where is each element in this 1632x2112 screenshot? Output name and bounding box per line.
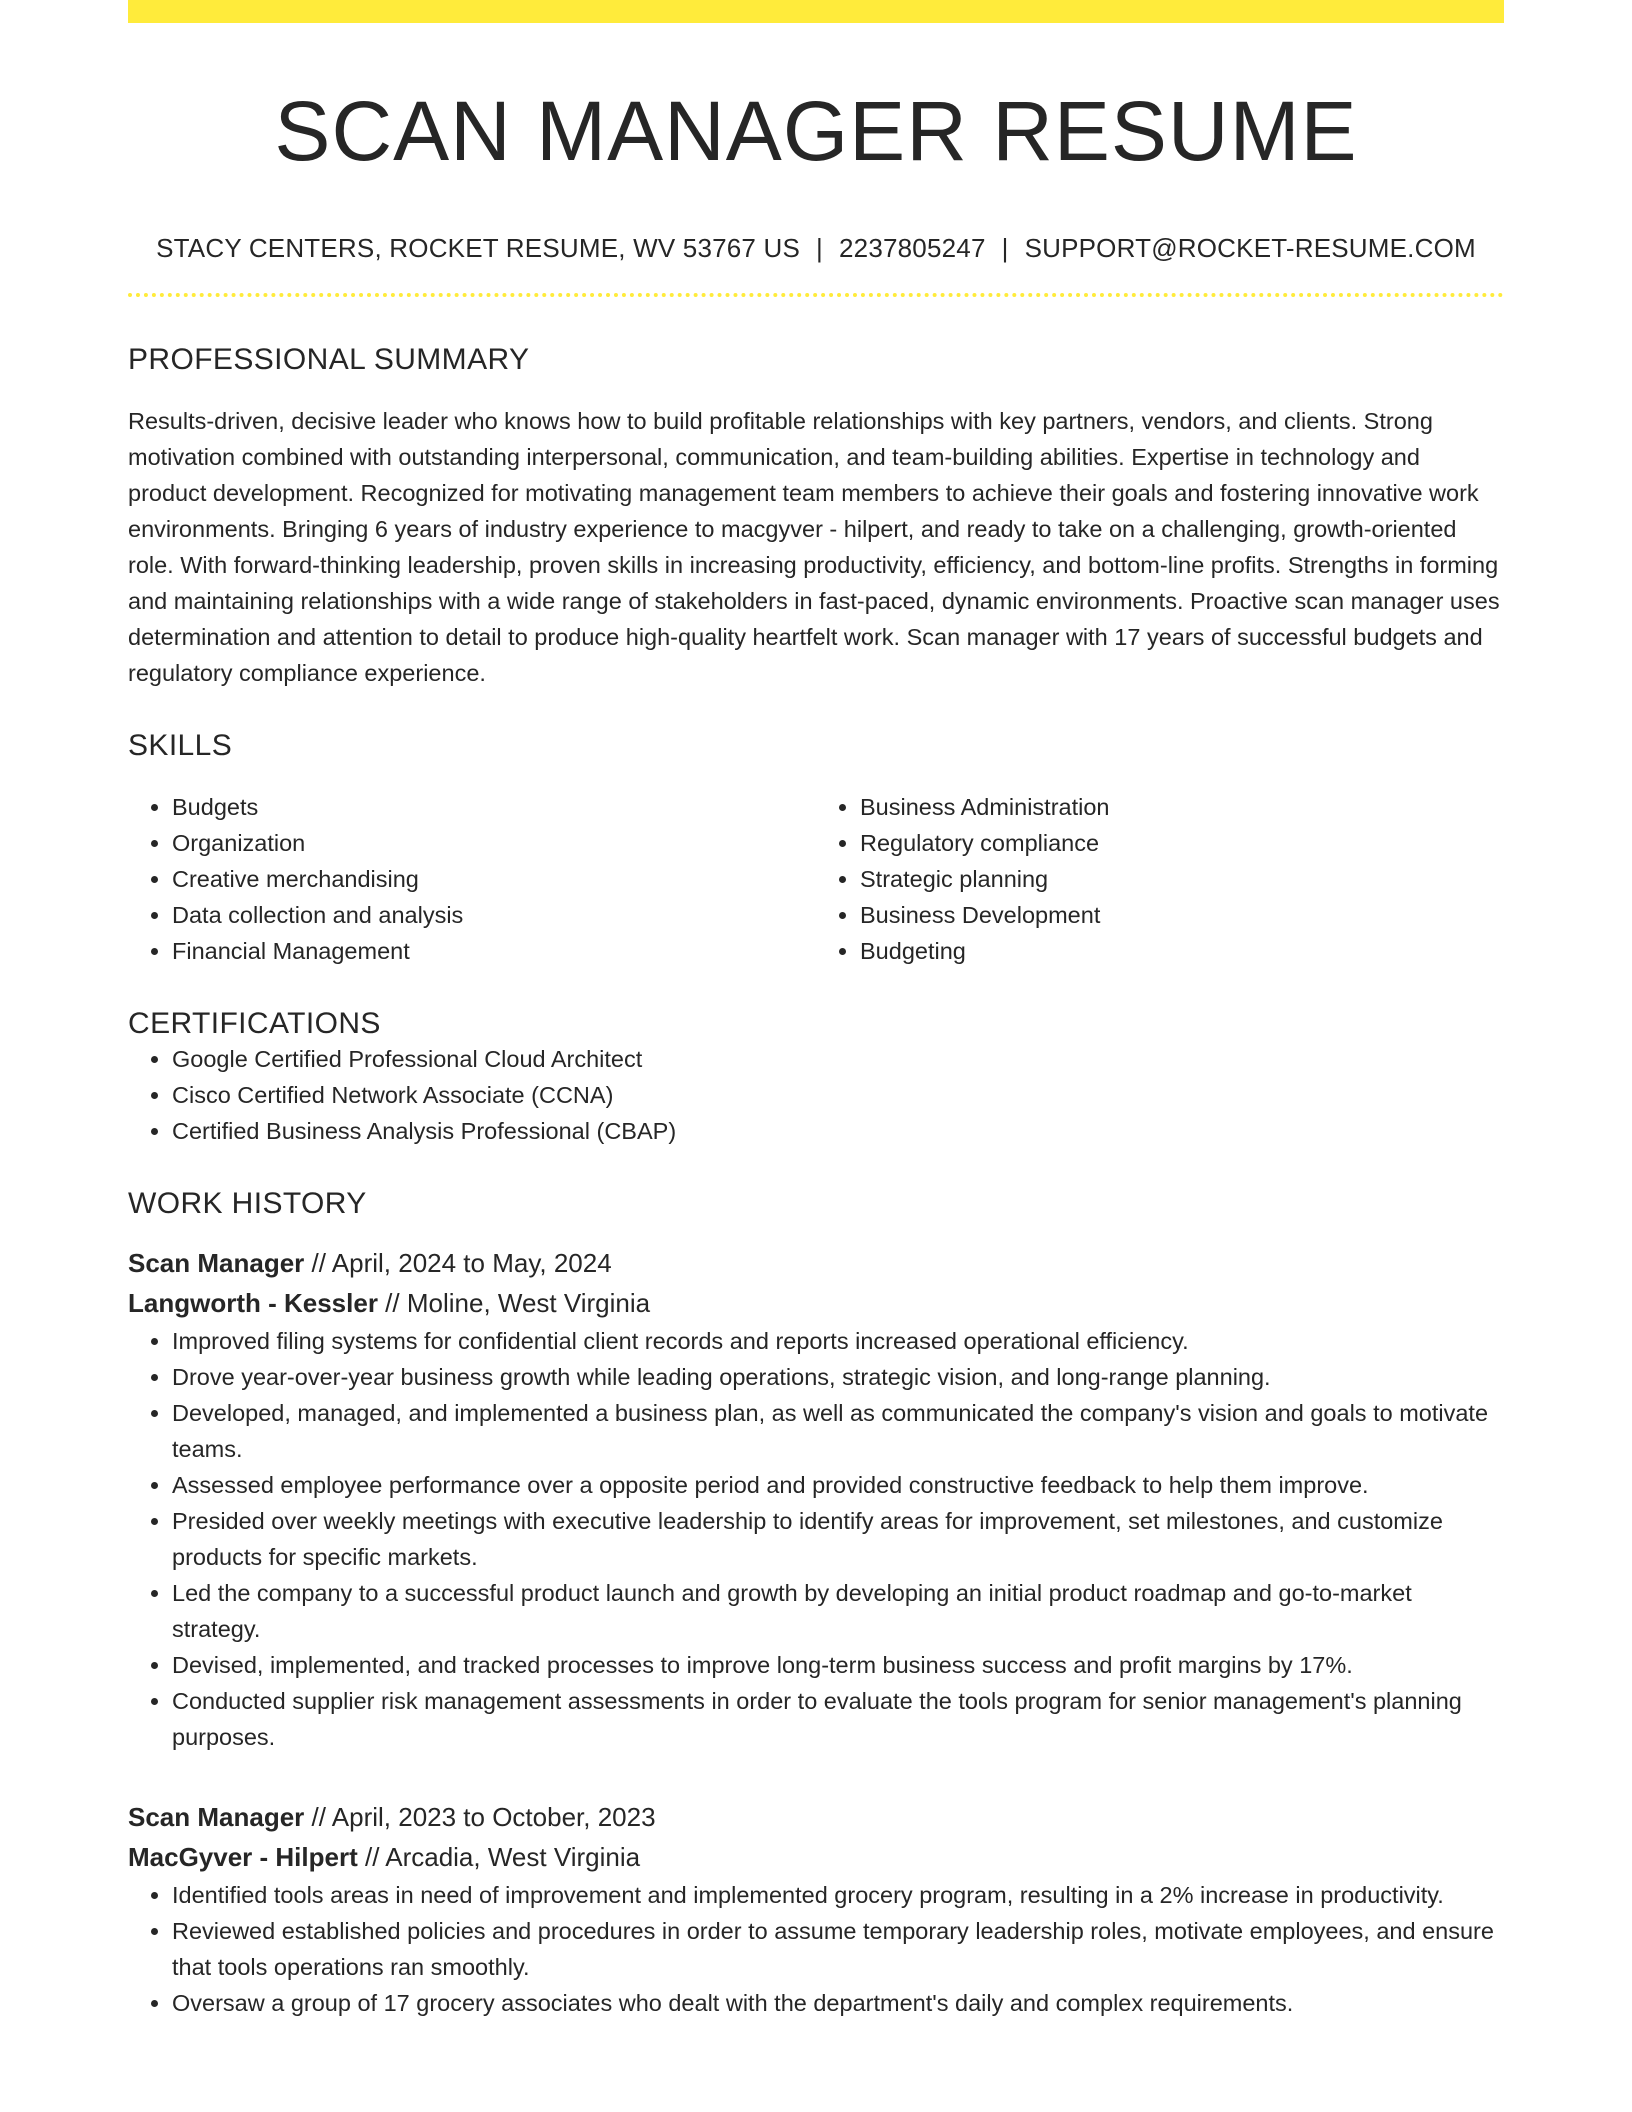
certification-item: • Certified Business Analysis Professional (CBAP)	[172, 1113, 1504, 1149]
job-location: Moline, West Virginia	[406, 1287, 651, 1318]
certification-item: • Cisco Certified Network Associate (CCNA)	[172, 1077, 1504, 1113]
job-bullet: • Led the company to a successful product launch and growth by developing an initial product roadmap and go-to-market strategy.	[172, 1575, 1504, 1647]
contact-separator: |	[1001, 233, 1009, 264]
job-bullet: • Improved filing systems for confidential client records and reports increased operational efficiency.	[172, 1323, 1504, 1359]
skill-item: • Business Development	[860, 897, 1504, 933]
summary-text: Results-driven, decisive leader who knows how to build profitable relationships with key partners, vendors, and clients. Strong motivation combined with outstanding interpersonal, communication, and team-building abilities. Expertise in technology and product development. Recognized for motivating management team members to achieve their goals and fostering innovative work environments. Bringing 6 years of industry experience to macgyver - hilpert, and ready to take on a challenging, growth-oriented role. With forward-thinking leadership, proven skills in increasing productivity, efficiency, and bottom-line profits. Strengths in forming and maintaining relationships with a wide range of stakeholders in fast-paced, dynamic environments. Proactive scan manager uses determination and attention to detail to produce high-quality heartfelt work. Scan manager with 17 years of successful budgets and regulatory compliance experience.	[128, 407, 1500, 686]
job-company-line	[128, 1837, 1504, 1877]
skills-list-right	[816, 789, 1504, 969]
job-role-line	[128, 1797, 1504, 1837]
job-bullet: • Identified tools areas in need of improvement and implemented grocery program, resulting in a 2% increase in productivity.	[172, 1877, 1504, 1913]
job-role: Scan Manager	[128, 1247, 305, 1278]
contact-line	[128, 233, 1504, 264]
job-separator: //	[385, 1287, 400, 1318]
job-separator: //	[311, 1247, 326, 1278]
job-company: Langworth - Kessler	[128, 1287, 378, 1318]
contact-separator: |	[816, 233, 823, 264]
job-separator: //	[364, 1841, 380, 1872]
page-title: SCAN MANAGER RESUME	[274, 84, 1358, 178]
job-bullet: • Oversaw a group of 17 grocery associates who dealt with the department's daily and complex requirements.	[172, 1985, 1504, 2021]
job-entry	[128, 1243, 1504, 1755]
job-separator: //	[311, 1801, 326, 1832]
contact-phone: 2237805247	[839, 233, 986, 264]
job-bullet: • Conducted supplier risk management assessments in order to evaluate the tools program for senior management's planning purposes.	[172, 1683, 1504, 1755]
job-bullet: • Assessed employee performance over a opposite period and provided constructive feedback to help them improve.	[172, 1467, 1504, 1503]
job-bullet: • Drove year-over-year business growth while leading operations, strategic vision, and long-range planning.	[172, 1359, 1504, 1395]
skill-item: • Organization	[172, 825, 816, 861]
skill-item: • Financial Management	[172, 933, 816, 969]
job-bullet: • Devised, implemented, and tracked processes to improve long-term business success and profit margins by 17%.	[172, 1647, 1504, 1683]
skill-item: • Data collection and analysis	[172, 897, 816, 933]
job-bullet: • Reviewed established policies and procedures in order to assume temporary leadership roles, motivate employees, and ensure that tools operations ran smoothly.	[172, 1913, 1504, 1985]
job-bullet: • Developed, managed, and implemented a business plan, as well as communicated the company's vision and goals to motivate teams.	[172, 1395, 1504, 1467]
job-company-line	[128, 1283, 1504, 1323]
skill-item: • Business Administration	[860, 789, 1504, 825]
certification-item: • Google Certified Professional Cloud Architect	[172, 1041, 1504, 1077]
skill-item: • Creative merchandising	[172, 861, 816, 897]
skills-list-left	[128, 789, 816, 969]
skills-columns	[128, 789, 1504, 969]
job-dates: April, 2023 to October, 2023	[331, 1801, 656, 1832]
work-history-heading: WORK HISTORY	[128, 1186, 367, 1220]
summary-heading: PROFESSIONAL SUMMARY	[128, 342, 530, 376]
skill-item: • Budgets	[172, 789, 816, 825]
job-bullet: • Presided over weekly meetings with executive leadership to identify areas for improvement, set milestones, and customize products for specific markets.	[172, 1503, 1504, 1575]
contact-address: STACY CENTERS, ROCKET RESUME, WV 53767 US	[156, 233, 801, 264]
skills-heading: SKILLS	[128, 728, 233, 762]
contact-email: SUPPORT@ROCKET-RESUME.COM	[1024, 233, 1476, 264]
job-bullets	[128, 1877, 1504, 2021]
top-accent-bar	[128, 0, 1504, 23]
job-role-line	[128, 1243, 1504, 1283]
skill-item: • Regulatory compliance	[860, 825, 1504, 861]
dotted-divider	[128, 293, 1504, 297]
job-role: Scan Manager	[128, 1801, 305, 1832]
resume-page	[128, 0, 1504, 2021]
certifications-list	[128, 1041, 1504, 1149]
job-dates: April, 2024 to May, 2024	[331, 1247, 612, 1278]
skill-item: • Budgeting	[860, 933, 1504, 969]
certifications-heading: CERTIFICATIONS	[128, 1006, 381, 1040]
job-entry	[128, 1797, 1504, 2021]
job-bullets	[128, 1323, 1504, 1755]
job-company: MacGyver - Hilpert	[128, 1841, 358, 1872]
skill-item: • Strategic planning	[860, 861, 1504, 897]
job-location: Arcadia, West Virginia	[385, 1841, 641, 1872]
